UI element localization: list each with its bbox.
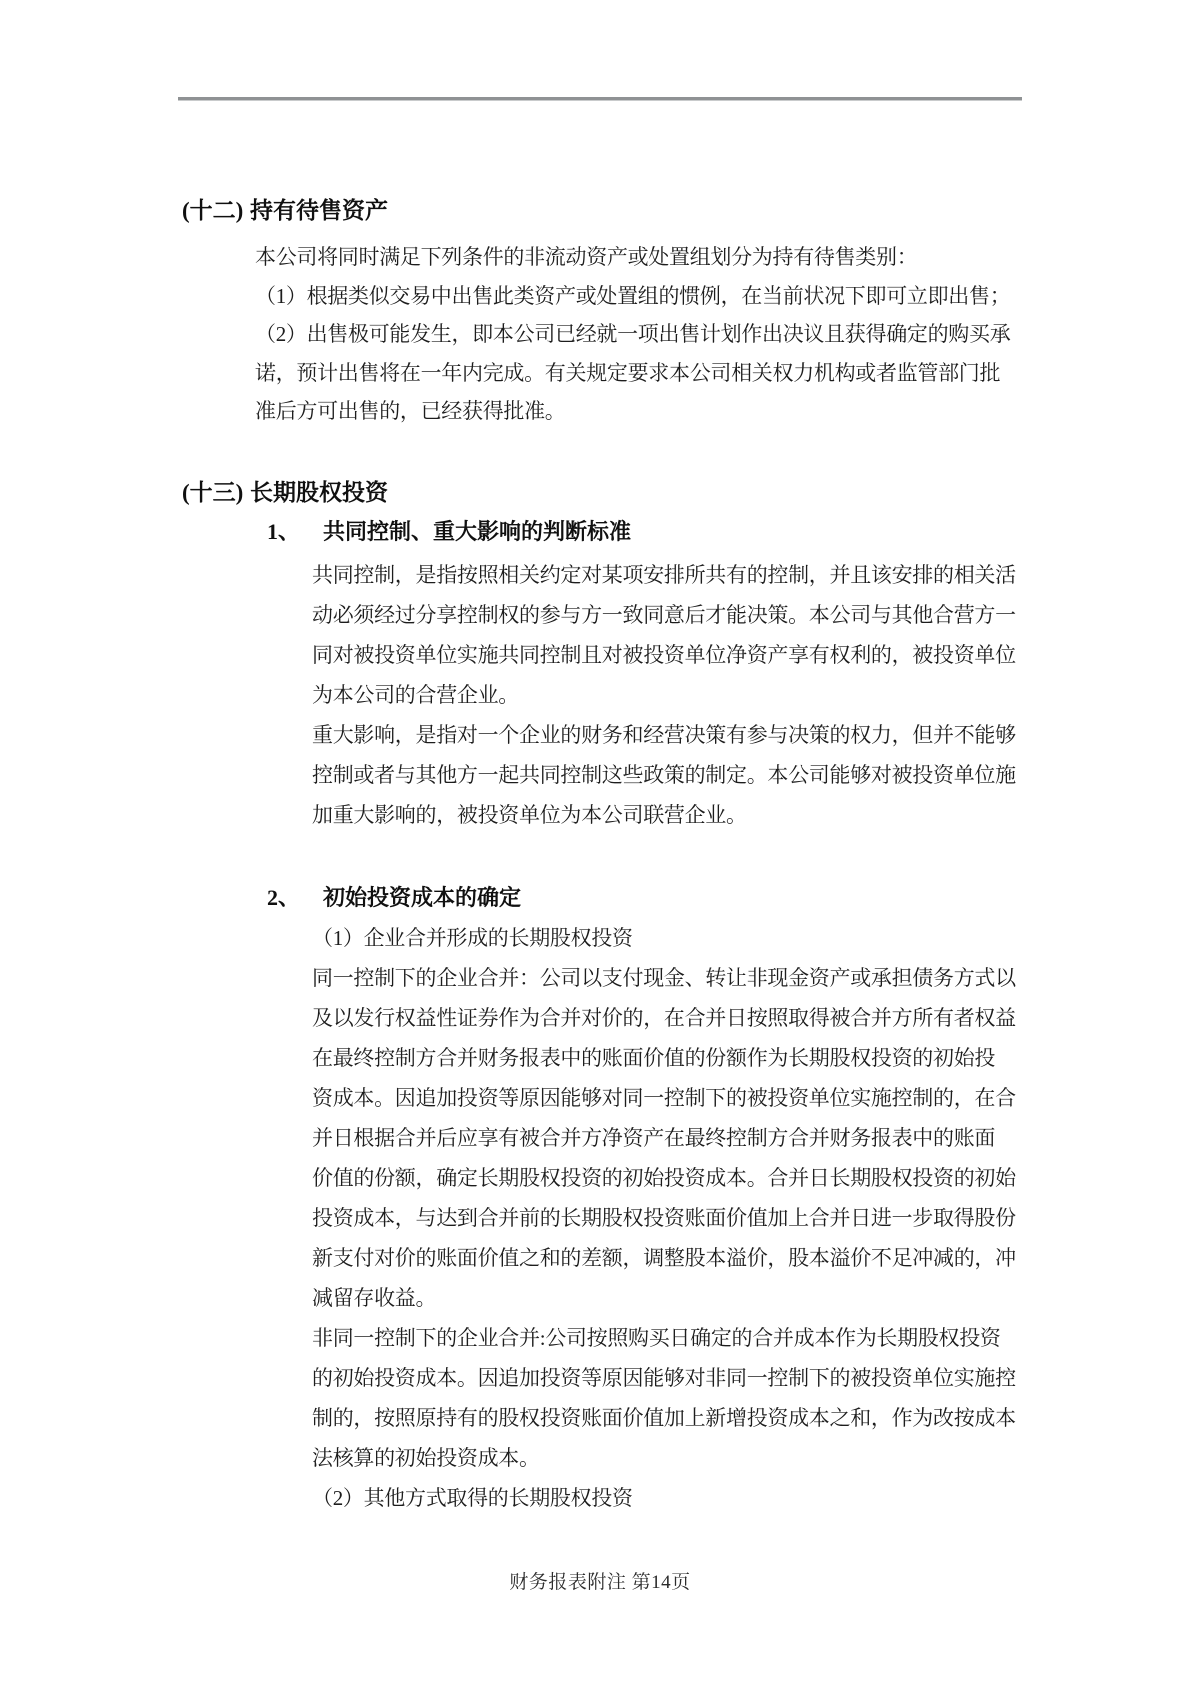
text-line: 同对被投资单位实施共同控制且对被投资单位净资产享有权利的，被投资单位	[312, 643, 1016, 667]
text-line: 控制或者与其他方一起共同控制这些政策的制定。本公司能够对被投资单位施	[312, 763, 1016, 787]
text-line: 非同一控制下的企业合并:公司按照购买日确定的合并成本作为长期股权投资	[312, 1326, 1001, 1350]
text-line: （1）企业合并形成的长期股权投资	[312, 926, 633, 950]
text-line: 共同控制，是指按照相关约定对某项安排所共有的控制，并且该安排的相关活	[312, 563, 1016, 587]
text-line: 并日根据合并后应享有被合并方净资产在最终控制方合并财务报表中的账面	[312, 1126, 996, 1150]
subsection-title: 初始投资成本的确定	[323, 885, 522, 910]
subsection-body-joint-control-criteria	[312, 555, 1024, 835]
section-label: (十二)	[182, 198, 244, 223]
text-line: 制的，按照原持有的股权投资账面价值加上新增投资成本之和，作为改按成本	[312, 1406, 1016, 1430]
section-label: (十三)	[182, 480, 244, 505]
text-line: 投资成本，与达到合并前的长期股权投资账面价值加上合并日进一步取得股份	[312, 1206, 1016, 1230]
text-line: （1）根据类似交易中出售此类资产或处置组的惯例，在当前状况下即可立即出售；	[255, 283, 1011, 308]
section-title: 持有待售资产	[250, 198, 388, 223]
text-line: 为本公司的合营企业。	[312, 683, 519, 707]
subsection-heading-initial-investment-cost	[267, 883, 521, 913]
text-line: 准后方可出售的，已经获得批准。	[255, 399, 566, 423]
text-line: （2）出售极可能发生，即本公司已经就一项出售计划作出决议且获得确定的购买承	[255, 322, 1011, 346]
text-line: 重大影响，是指对一个企业的财务和经营决策有参与决策的权力，但并不能够	[312, 723, 1016, 747]
text-line: 资成本。因追加投资等原因能够对同一控制下的被投资单位实施控制的，在合	[312, 1086, 1016, 1110]
section-body-assets-held-for-sale	[255, 238, 1025, 431]
text-line: （2）其他方式取得的长期股权投资	[312, 1486, 633, 1510]
text-line: 动必须经过分享控制权的参与方一致同意后才能决策。本公司与其他合营方一	[312, 603, 1016, 627]
text-line: 法核算的初始投资成本。	[312, 1446, 540, 1470]
text-line: 在最终控制方合并财务报表中的账面价值的份额作为长期股权投资的初始投	[312, 1046, 996, 1070]
text-line: 加重大影响的，被投资单位为本公司联营企业。	[312, 803, 747, 827]
text-line: 减留存收益。	[312, 1286, 437, 1310]
section-title: 长期股权投资	[250, 480, 388, 505]
section-heading-assets-held-for-sale	[182, 196, 388, 226]
header-rule	[178, 97, 1022, 101]
text-line: 价值的份额，确定长期股权投资的初始投资成本。合并日长期股权投资的初始	[312, 1166, 1016, 1190]
subsection-number: 1、	[267, 519, 301, 544]
page-footer: 财务报表附注 第14页	[509, 1572, 691, 1593]
subsection-body-initial-investment-cost	[312, 918, 1024, 1518]
text-line: 诺，预计出售将在一年内完成。有关规定要求本公司相关权力机构或者监管部门批	[255, 360, 1001, 385]
text-line: 的初始投资成本。因追加投资等原因能够对非同一控制下的被投资单位实施控	[312, 1366, 1016, 1390]
section-heading-long-term-equity-investment	[182, 478, 388, 508]
subsection-heading-joint-control-criteria	[267, 517, 631, 547]
subsection-title: 共同控制、重大影响的判断标准	[323, 519, 632, 544]
text-line: 新支付对价的账面价值之和的差额，调整股本溢价，股本溢价不足冲减的，冲	[312, 1246, 1016, 1270]
text-line: 本公司将同时满足下列条件的非流动资产或处置组划分为持有待售类别：	[255, 245, 918, 269]
text-line: 同一控制下的企业合并：公司以支付现金、转让非现金资产或承担债务方式以	[312, 966, 1016, 990]
subsection-number: 2、	[267, 885, 301, 910]
text-line: 及以发行权益性证券作为合并对价的，在合并日按照取得被合并方所有者权益	[312, 1006, 1016, 1030]
